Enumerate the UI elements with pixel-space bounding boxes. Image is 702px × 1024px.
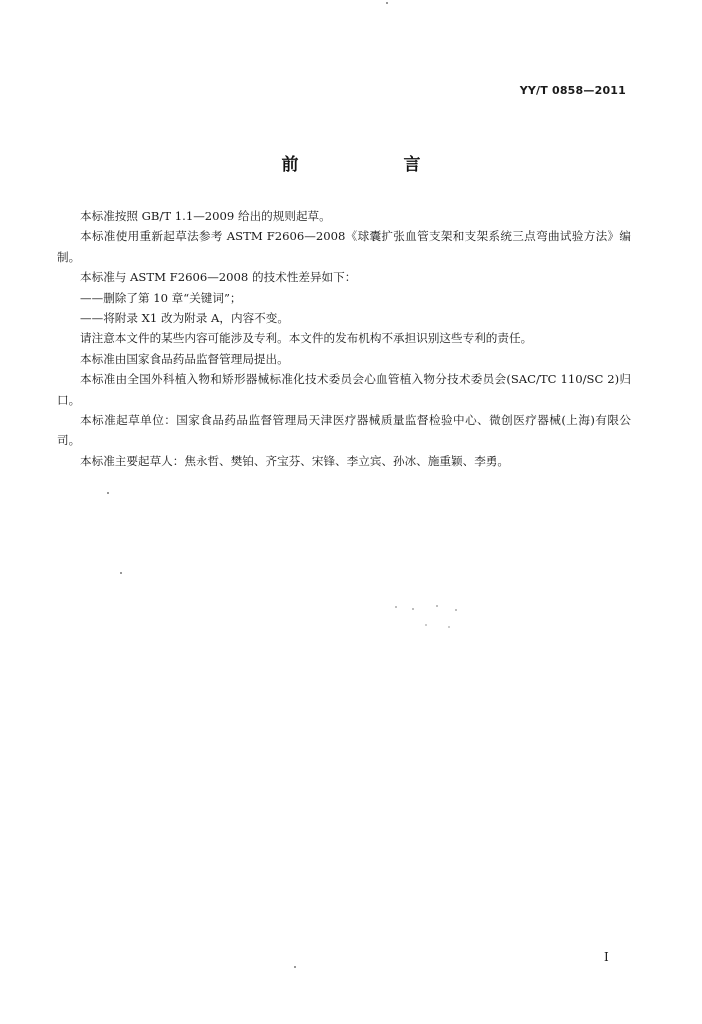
scan-speck [455,609,457,611]
page-number: I [604,950,609,964]
paragraph-reference-standard: 本标准使用重新起草法参考 ASTM F2606—2008《球囊扩张血管支架和支架系统三点弯曲试验方法》编制。 [57,229,631,264]
scan-speck [412,608,414,610]
scan-speck [436,605,438,607]
paragraph-drafting-units: 本标准起草单位：国家食品药品监督管理局天津医疗器械质量监督检验中心、微创医疗器械(上海)有限公司。 [57,413,631,448]
foreword-body [57,206,631,471]
standard-code: YY/T 0858—2011 [519,84,626,97]
paragraph-drafting-rules: 本标准按照 GB/T 1.1—2009 给出的规则起草。 [80,209,331,223]
scan-speck [107,492,109,494]
page-title: 前 言 [281,155,465,175]
paragraph-technical-differences: 本标准与 ASTM F2606—2008 的技术性差异如下： [80,270,357,285]
scan-speck [386,2,388,4]
paragraph-proposed-by: 本标准由国家食品药品监督管理局提出。 [80,351,289,366]
paragraph-centralized-by: 本标准由全国外科植入物和矫形器械标准化技术委员会心血管植入物分技术委员会(SAC/TC 110/SC 2)归口。 [57,372,631,407]
scan-speck [294,966,296,968]
scan-speck [425,624,427,626]
paragraph-patent-notice: 请注意本文件的某些内容可能涉及专利。本文件的发布机构不承担识别这些专利的责任。 [80,331,533,346]
paragraph-difference-item-1: ——删除了第 10 章“关键词”； [80,290,242,305]
scan-speck [448,626,450,628]
paragraph-main-drafters: 本标准主要起草人：焦永哲、樊铂、齐宝芬、宋锋、李立宾、孙冰、施重颖、李勇。 [80,453,509,468]
paragraph-difference-item-2: ——将附录 X1 改为附录 A，内容不变。 [80,311,289,326]
scan-speck [395,606,397,608]
scan-speck [120,572,122,574]
